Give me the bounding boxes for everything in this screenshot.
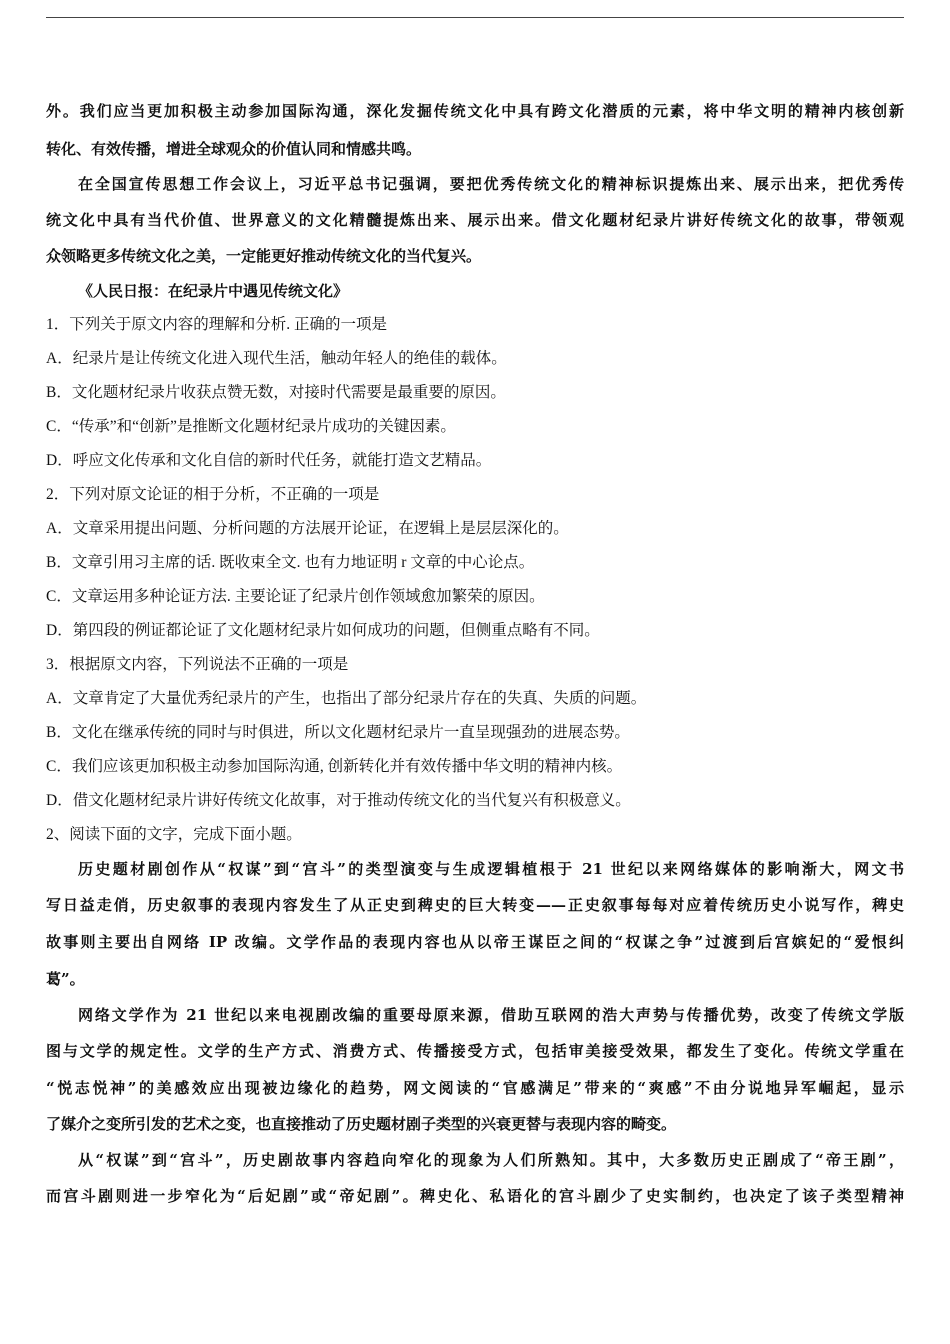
passage-line: 故事则主要出自网络 IP 改编。文学作品的表现内容也从以帝王谋臣之间的“权谋之争”过渡到后宫嫔妃的“爱恨纠: [46, 933, 904, 951]
question-option: A．纪录片是让传统文化进入现代生活，触动年轻人的绝佳的载体。: [46, 350, 507, 367]
passage-line: 写日益走俏，历史叙事的表现内容发生了从正史到稗史的巨大转变——正史叙事每每对应着传统历史小说写作，稗史: [46, 896, 904, 914]
passage-line: 转化、有效传播，增进全球观众的价值认同和情感共鸣。: [46, 140, 422, 158]
question-option: A．文章肯定了大量优秀纪录片的产生，也指出了部分纪录片存在的失真、失质的问题。: [46, 690, 647, 707]
passage-line: 历史题材剧创作从“权谋”到“宫斗”的类型演变与生成逻辑植根于 21 世纪以来网络媒体的影响渐大，网文书: [78, 860, 904, 878]
passage-line: 而宫斗剧则进一步窄化为“后妃剧”或“帝妃剧”。稗史化、私语化的宫斗剧少了史实制约，也决定了该子类型精神: [46, 1187, 904, 1205]
question-option: B．文化题材纪录片收获点赞无数，对接时代需要是最重要的原因。: [46, 384, 506, 401]
question-stem: 3．根据原文内容，下列说法不正确的一项是: [46, 656, 349, 673]
question-option: D．第四段的例证都论证了文化题材纪录片如何成功的问题，但侧重点略有不同。: [46, 622, 600, 639]
question-option: C．“传承”和“创新”是推断文化题材纪录片成功的关键因素。: [46, 418, 456, 435]
header-rule: [46, 17, 904, 18]
passage-line: 图与文学的规定性。文学的生产方式、消费方式、传播接受方式，包括审美接受效果，都发生了变化。传统文学重在: [46, 1042, 904, 1060]
passage-line: 从“权谋”到“宫斗”，历史剧故事内容趋向窄化的现象为人们所熟知。其中，大多数历史正剧成了“帝王剧”，: [78, 1151, 904, 1169]
question-stem: 1．下列关于原文内容的理解和分析. 正确的一项是: [46, 316, 388, 333]
question-option: C．我们应该更加积极主动参加国际沟通, 创新转化并有效传播中华文明的精神内核。: [46, 758, 623, 775]
question-option: A．文章采用提出问题、分析问题的方法展开论证，在逻辑上是层层深化的。: [46, 520, 569, 537]
question-option: D．借文化题材纪录片讲好传统文化故事，对于推动传统文化的当代复兴有积极意义。: [46, 792, 631, 809]
passage-line: “悦志悦神”的美感效应出现被边缘化的趋势，网文阅读的“官感满足”带来的“爽感”不由分说地异军崛起，显示: [46, 1079, 904, 1097]
question-stem: 2．下列对原文论证的相于分析，不正确的一项是: [46, 486, 380, 503]
passage-line: 统文化中具有当代价值、世界意义的文化精髓提炼出来、展示出来。借文化题材纪录片讲好传统文化的故事，带领观: [46, 211, 904, 229]
source-citation: 《人民日报：在纪录片中遇见传统文化》: [78, 282, 349, 300]
passage-line: 众领略更多传统文化之美，一定能更好推动传统文化的当代复兴。: [46, 247, 482, 265]
passage-line: 外。我们应当更加积极主动参加国际沟通，深化发掘传统文化中具有跨文化潜质的元素，将中华文明的精神内核创新: [46, 102, 904, 120]
section-heading: 2、阅读下面的文字，完成下面小题。: [46, 826, 302, 843]
question-option: D．呼应文化传承和文化自信的新时代任务，就能打造文艺精品。: [46, 452, 492, 469]
question-option: C．文章运用多种论证方法. 主要论证了纪录片创作领域愈加繁荣的原因。: [46, 588, 545, 605]
passage-line: 葛”。: [46, 970, 85, 988]
passage-line: 网络文学作为 21 世纪以来电视剧改编的重要母原来源，借助互联网的浩大声势与传播优势，改变了传统文学版: [78, 1006, 904, 1024]
question-option: B．文化在继承传统的同时与时俱进，所以文化题材纪录片一直呈现强劲的进展态势。: [46, 724, 630, 741]
question-option: B．文章引用习主席的话. 既收束全文. 也有力地证明 r 文章的中心论点。: [46, 554, 535, 571]
passage-line: 了媒介之变所引发的艺术之变，也直接推动了历史题材剧子类型的兴衰更替与表现内容的畸变。: [46, 1115, 677, 1133]
passage-line: 在全国宣传思想工作会议上，习近平总书记强调，要把优秀传统文化的精神标识提炼出来、展示出来，把优秀传: [78, 175, 904, 193]
